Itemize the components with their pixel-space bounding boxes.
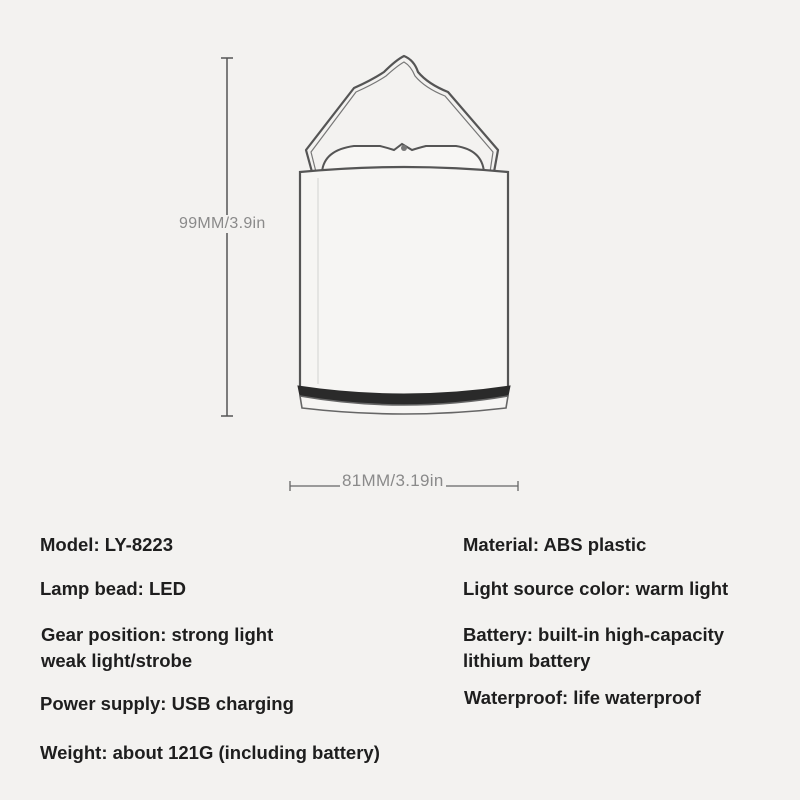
spec-weight: Weight: about 121G (including battery)	[40, 742, 380, 763]
spec-gear-position	[41, 622, 273, 674]
spec-light-color: Light source color: warm light	[463, 578, 729, 599]
spec-gear-line1: Gear position: strong light	[41, 624, 274, 645]
spec-battery-line2: lithium battery	[463, 650, 591, 671]
spec-battery-line1: Battery: built-in high-capacity	[463, 624, 725, 645]
width-dimension-label: 81MM/3.19in	[342, 471, 444, 490]
spec-waterproof: Waterproof: life waterproof	[464, 687, 701, 708]
spec-gear-line2: weak light/strobe	[41, 650, 193, 671]
spec-power-supply: Power supply: USB charging	[40, 693, 294, 714]
spec-battery	[463, 622, 724, 674]
height-dimension-label: 99MM/3.9in	[179, 215, 266, 232]
spec-lamp-bead: Lamp bead: LED	[40, 578, 186, 599]
spec-material: Material: ABS plastic	[463, 534, 647, 555]
spec-model: Model: LY-8223	[40, 534, 173, 555]
